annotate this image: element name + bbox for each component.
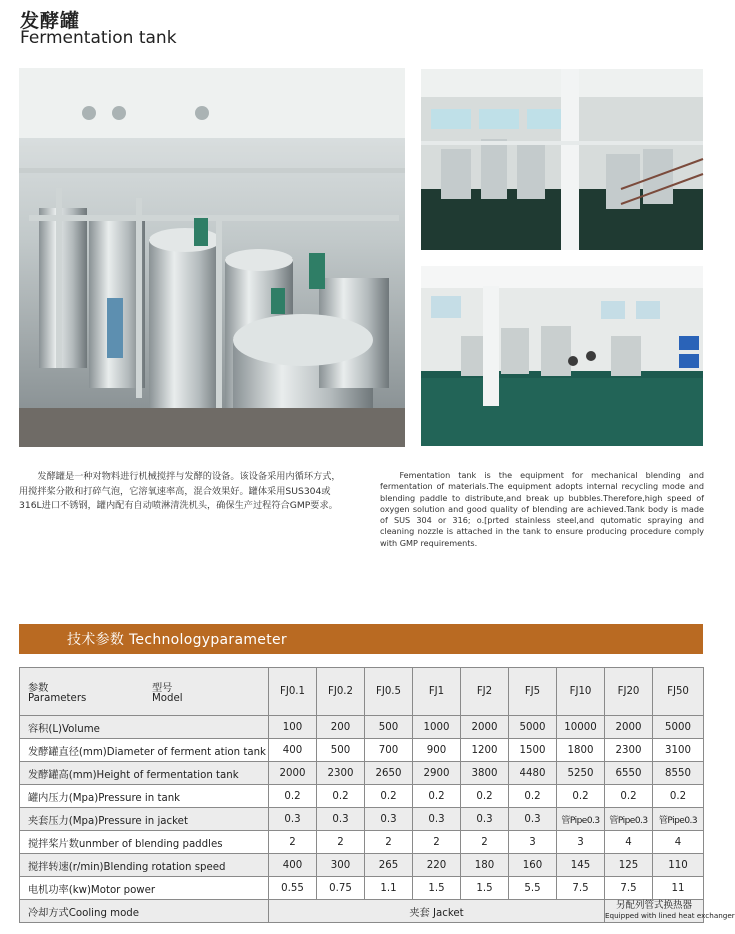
table-cell: 0.2: [509, 785, 557, 808]
row-label: 电机功率(kw)Motor power: [20, 877, 269, 900]
model-header-cell: FJ1: [413, 668, 461, 716]
table-cell: 0.2: [269, 785, 317, 808]
table-cell: 6550: [605, 762, 653, 785]
table-row: [20, 762, 704, 785]
table-cell: 10000: [557, 716, 605, 739]
params-en: Parameters: [28, 693, 87, 704]
row-label: 发酵罐直径(mm)Diameter of ferment ation tank: [20, 739, 269, 762]
cooling-jacket-cell: 夹套 Jacket: [269, 900, 605, 923]
section-header-band: [19, 624, 703, 654]
parameter-model-header-cell: [20, 668, 269, 716]
table-cell: 500: [365, 716, 413, 739]
table-cell: 1500: [509, 739, 557, 762]
table-cell: 400: [269, 739, 317, 762]
table-row: [20, 716, 704, 739]
table-cell: 4480: [509, 762, 557, 785]
table-cell: 200: [317, 716, 365, 739]
table-cell: 300: [317, 854, 365, 877]
table-cell: 1200: [461, 739, 509, 762]
exchanger-en: Equipped with lined heat exchanger: [605, 911, 735, 920]
table-row: [20, 739, 704, 762]
table-cell: 0.3: [509, 808, 557, 831]
table-cell: 100: [269, 716, 317, 739]
table-cell: 145: [557, 854, 605, 877]
table-cell: 1000: [413, 716, 461, 739]
table-cell: 7.5: [605, 877, 653, 900]
table-cell: 2000: [605, 716, 653, 739]
table-cell: 160: [509, 854, 557, 877]
model-header-cell: FJ10: [557, 668, 605, 716]
table-cell: 7.5: [557, 877, 605, 900]
model-header-cell: FJ0.2: [317, 668, 365, 716]
description-cn: 发酵罐是一种对物料进行机械搅拌与发酵的设备。该设备采用内循环方式，用搅拌桨分散和打碎气泡，它溶氧速率高，混合效果好。罐体采用SUS304或316L进口不锈钢，罐内配有自动喷淋清洗机头，确保生产过程符合GMP要求。: [19, 471, 341, 511]
exchanger-cn: 另配列管式换热器: [615, 900, 692, 911]
cooling-exchanger-cell: [605, 900, 735, 923]
description-en: Fementation tank is the equipment for mechanical blending and fermentation of materials.The equipment adopts internal recycling mode and blending paddle to distribute,and break up bubbles.Therefore,high speed of oxygen solution and good quality of blending are achieved.Tank body is made of SUS 304 or 316; o.[prted stainless steel,and qutomatic spraying and cleaning nozzle is attached in the tank to ensure producing procedure comply with GMP requirements.: [380, 470, 704, 548]
table-cell: 0.2: [413, 785, 461, 808]
table-cell: 管Pipe0.3: [653, 808, 704, 831]
table-cell: 400: [269, 854, 317, 877]
table-row: [20, 877, 704, 900]
workshop-floor-photo: [421, 266, 703, 446]
title-cn: 发酵罐: [20, 10, 81, 32]
table-cell: 0.2: [461, 785, 509, 808]
technology-parameter-table: [19, 667, 735, 923]
table-cell: 2: [269, 831, 317, 854]
table-cell: 3: [557, 831, 605, 854]
table-cell: 管Pipe0.3: [605, 808, 653, 831]
model-en: Model: [152, 693, 183, 704]
table-cell: 2900: [413, 762, 461, 785]
cooling-mode-row: [20, 900, 704, 923]
table-cell: 5000: [509, 716, 557, 739]
table-cell: 5.5: [509, 877, 557, 900]
title-en: Fermentation tank: [20, 28, 177, 48]
table-cell: 2000: [269, 762, 317, 785]
params-cn: 参数: [28, 683, 49, 694]
table-cell: 4: [653, 831, 704, 854]
section-title: 技术参数 Technologyparameter: [67, 632, 287, 648]
table-cell: 900: [413, 739, 461, 762]
table-cell: 8550: [653, 762, 704, 785]
row-label: 容积(L)Volume: [20, 716, 269, 739]
table-cell: 0.2: [317, 785, 365, 808]
workshop-overview-photo: [421, 69, 703, 250]
table-cell: 3800: [461, 762, 509, 785]
table-cell: 5250: [557, 762, 605, 785]
model-header-cell: FJ50: [653, 668, 704, 716]
table-cell: 2: [317, 831, 365, 854]
row-label: 罐内压力(Mpa)Pressure in tank: [20, 785, 269, 808]
table-cell: 0.75: [317, 877, 365, 900]
fermentation-tanks-closeup-photo: [19, 68, 405, 447]
table-cell: 1800: [557, 739, 605, 762]
table-cell: 700: [365, 739, 413, 762]
table-cell: 2300: [317, 762, 365, 785]
table-cell: 2: [461, 831, 509, 854]
row-label: 夹套压力(Mpa)Pressure in jacket: [20, 808, 269, 831]
model-header-cell: FJ0.5: [365, 668, 413, 716]
table-cell: 2: [365, 831, 413, 854]
table-cell: 0.55: [269, 877, 317, 900]
model-header-cell: FJ20: [605, 668, 653, 716]
table-cell: 0.3: [413, 808, 461, 831]
table-cell: 0.2: [365, 785, 413, 808]
table-row: [20, 785, 704, 808]
table-cell: 125: [605, 854, 653, 877]
table-cell: 2: [413, 831, 461, 854]
model-header-cell: FJ5: [509, 668, 557, 716]
table-row: [20, 831, 704, 854]
table-cell: 0.3: [269, 808, 317, 831]
model-cn: 型号: [152, 683, 173, 694]
model-header-cell: FJ0.1: [269, 668, 317, 716]
table-cell: 2300: [605, 739, 653, 762]
table-cell: 5000: [653, 716, 704, 739]
table-cell: 1.5: [413, 877, 461, 900]
table-cell: 0.3: [461, 808, 509, 831]
table-cell: 0.2: [605, 785, 653, 808]
table-cell: 220: [413, 854, 461, 877]
table-cell: 110: [653, 854, 704, 877]
table-cell: 3: [509, 831, 557, 854]
table-header-row: [20, 668, 704, 716]
table-row: [20, 854, 704, 877]
table-cell: 2000: [461, 716, 509, 739]
table-cell: 2650: [365, 762, 413, 785]
table-cell: 0.3: [365, 808, 413, 831]
table-cell: 11: [653, 877, 704, 900]
model-header-cell: FJ2: [461, 668, 509, 716]
row-label: 发酵罐高(mm)Height of fermentation tank: [20, 762, 269, 785]
table-cell: 管Pipe0.3: [557, 808, 605, 831]
row-label: 搅拌桨片数unmber of blending paddles: [20, 831, 269, 854]
table-row: [20, 808, 704, 831]
table-cell: 0.3: [317, 808, 365, 831]
table-cell: 0.2: [557, 785, 605, 808]
table-cell: 0.2: [653, 785, 704, 808]
table-cell: 4: [605, 831, 653, 854]
row-label: 搅拌转速(r/min)Blending rotation speed: [20, 854, 269, 877]
table-cell: 265: [365, 854, 413, 877]
row-label: 冷却方式Cooling mode: [20, 900, 269, 923]
table-cell: 1.5: [461, 877, 509, 900]
table-cell: 180: [461, 854, 509, 877]
table-cell: 1.1: [365, 877, 413, 900]
table-cell: 3100: [653, 739, 704, 762]
table-cell: 500: [317, 739, 365, 762]
